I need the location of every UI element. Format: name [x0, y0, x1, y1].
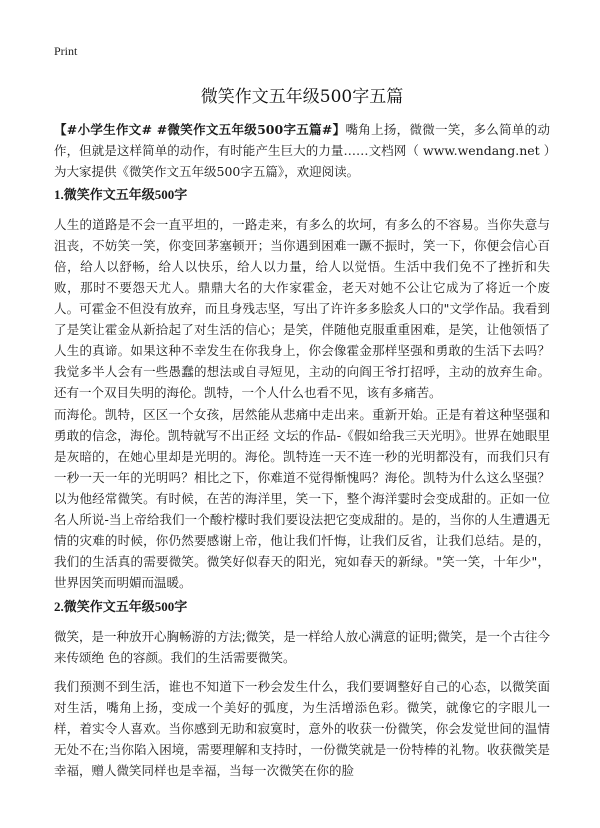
section-2-paragraph-1: 微笑，是一种放开心胸畅游的方法;微笑，是一样给人放心满意的证明;微笑，是一个古往今来传颂绝 色的容颜。我们的生活需要微笑。: [54, 629, 550, 665]
section-1-paragraph-1: 人生的道路是不会一直平坦的，一路走来，有多么的坎坷，有多么的不容易。当你失意与沮丧，不妨笑一笑，你变回茅塞顿开；当你遇到困难一蹶不振时，笑一下，你便会信心百倍，给人以舒畅，给人以快乐，给人以力量，给人以觉悟。生活中我们免不了挫折和失败，那时不要怨天尤人。鼎鼎大名的大作家霍金，老天对她不公让它成为了将近一个废人。可霍金不但没有放弃，而且身残志坚，写出了许许多多脍炙人口的"文学作品。我看到了是笑让霍金从新拾起了对生活的信心；是笑，伴随他克服重重困难，是笑，让他领悟了人生的真谛。如果这种不幸发生在你我身上，你会像霍金那样坚强和勇敢的生活下去吗？我觉多半人会有一些愚蠢的想法或自寻短见，主动的向阎王爷打招呼，主动的放弃生命。还有一个双目失明的海伦。凯特，一个人什么也看不见，该有多痛苦。: [54, 217, 550, 400]
section-2-paragraph-2: 我们预测不到生活，谁也不知道下一秒会发生什么，我们要调整好自己的心态，以微笑面对生活，嘴角上扬，变成一个美好的弧度，为生活增添色彩。微笑，就像它的字眼儿一样，着实令人喜欢。当你感到无助和寂寞时，意外的收获一份微笑，你会发觉世间的温情无处不在;当你陷入困境，需要理解和支持时，一份微笑就是一份特棒的礼物。收获微笑是幸福，赠人微笑同样也是幸福，当每一次微笑在你的脸: [54, 679, 550, 778]
section-1-paragraph-2: 而海伦。凯特，区区一个女孩，居然能从悲痛中走出来。重新开始。正是有着这种坚强和勇敢的信念，海伦。凯特就写不出正经 文坛的作品-《假如给我三天光明》。世界在她眼里是灰暗的，在她心里却是光明的。海伦。凯特连一天不连一秒的光明都没有，而我们只有一秒一天一年的光明吗？相比之下，你难道不觉得惭愧吗？海伦。凯特为什么这么坚强？以为他经常微笑。有时候，在苦的海洋里，笑一下，整个海洋霎时会变成甜的。正如一位名人所说-当上帝给我们一个酸柠檬时我们要设法把它变成甜的。是的，当你的人生遭遇无情的灾难的时候，你仍然要感谢上帝，他让我们忏悔，让我们反省，让我们总结。是的，我们的生活真的需要微笑。微笑好似春天的阳光，宛如春天的新绿。"笑一笑，十年少"，世界因笑而明媚而温暖。: [54, 407, 550, 590]
intro-text: 嘴角上扬，微微一笑，多么简单的动作，但就是这样简单的动作，有时能产生巨大的力量……文档网（ www.wendang.net ）为大家提供《微笑作文五年级500字五篇》，欢迎阅读。: [54, 122, 550, 179]
section-heading-2: 2.微笑作文五年级500字: [54, 599, 188, 614]
print-link[interactable]: Print: [54, 44, 78, 58]
intro-tags: 【#小学生作文# #微笑作文五年级500字五篇#】: [54, 122, 346, 137]
intro-paragraph: [54, 119, 550, 182]
page-title: 微笑作文五年级500字五篇: [200, 87, 404, 107]
section-heading-1: 1.微笑作文五年级500字: [54, 187, 188, 202]
